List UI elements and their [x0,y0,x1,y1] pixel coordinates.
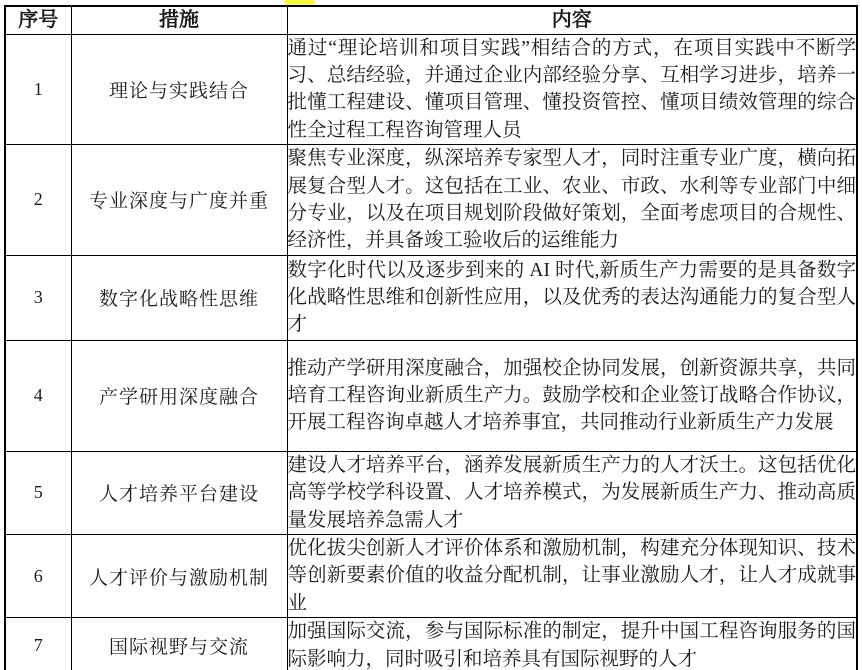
table-row [5,534,857,617]
content-cell: 聚焦专业深度，纵深培养专家型人才，同时注重专业广度，横向拓展复合型人才。这包括在工业、农业、市政、水利等专业部门中细分专业，以及在项目规划阶段做好策划，全面考虑项目的合规性、经济性，并具备竣工验收后的运维能力 [287,145,857,256]
header-content: 内容 [287,6,857,34]
content-cell: 数字化时代以及逐步到来的 AI 时代,新质生产力需要的是具备数字化战略性思维和创新性应用，以及优秀的表达沟通能力的复合型人才 [287,255,857,340]
table-row [5,618,857,670]
table-row [5,145,857,256]
row-number-cell: 7 [5,618,71,670]
yellow-highlight-mark [285,0,315,5]
row-number-cell: 4 [5,340,71,451]
content-cell: 建设人才培养平台，涵养发展新质生产力的人才沃土。这包括优化高等学校学科设置、人才培养模式，为发展新质生产力、推动高质量发展培养急需人才 [287,451,857,534]
row-number-cell: 2 [5,145,71,256]
measure-cell: 专业深度与广度并重 [71,145,287,256]
header-measure: 措施 [71,6,287,34]
row-number-cell: 3 [5,255,71,340]
header-no: 序号 [5,6,71,34]
row-number-cell: 1 [5,34,71,145]
row-number-cell: 6 [5,534,71,617]
row-number-cell: 5 [5,451,71,534]
content-cell: 通过“理论培训和项目实践”相结合的方式，在项目实践中不断学习、总结经验，并通过企业内部经验分享、互相学习进步，培养一批懂工程建设、懂项目管理、懂投资管控、懂项目绩效管理的综合性全过程工程咨询管理人员 [287,34,857,145]
table-row [5,340,857,451]
measure-cell: 人才评价与激励机制 [71,534,287,617]
content-cell: 优化拔尖创新人才评价体系和激励机制，构建充分体现知识、技术等创新要素价值的收益分配机制，让事业激励人才，让人才成就事业 [287,534,857,617]
measure-cell: 产学研用深度融合 [71,340,287,451]
measure-cell: 人才培养平台建设 [71,451,287,534]
table-row [5,255,857,340]
content-cell: 推动产学研用深度融合，加强校企协同发展，创新资源共享，共同培育工程咨询业新质生产力。鼓励学校和企业签订战略合作协议，开展工程咨询卓越人才培养事宜，共同推动行业新质生产力发展 [287,340,857,451]
measure-cell: 数字化战略性思维 [71,255,287,340]
table-row [5,451,857,534]
content-cell: 加强国际交流，参与国际标准的制定，提升中国工程咨询服务的国际影响力，同时吸引和培养具有国际视野的人才 [287,618,857,670]
measures-table [4,5,858,670]
table-row [5,34,857,145]
table-header-row [5,6,857,34]
measure-cell: 理论与实践结合 [71,34,287,145]
measure-cell: 国际视野与交流 [71,618,287,670]
